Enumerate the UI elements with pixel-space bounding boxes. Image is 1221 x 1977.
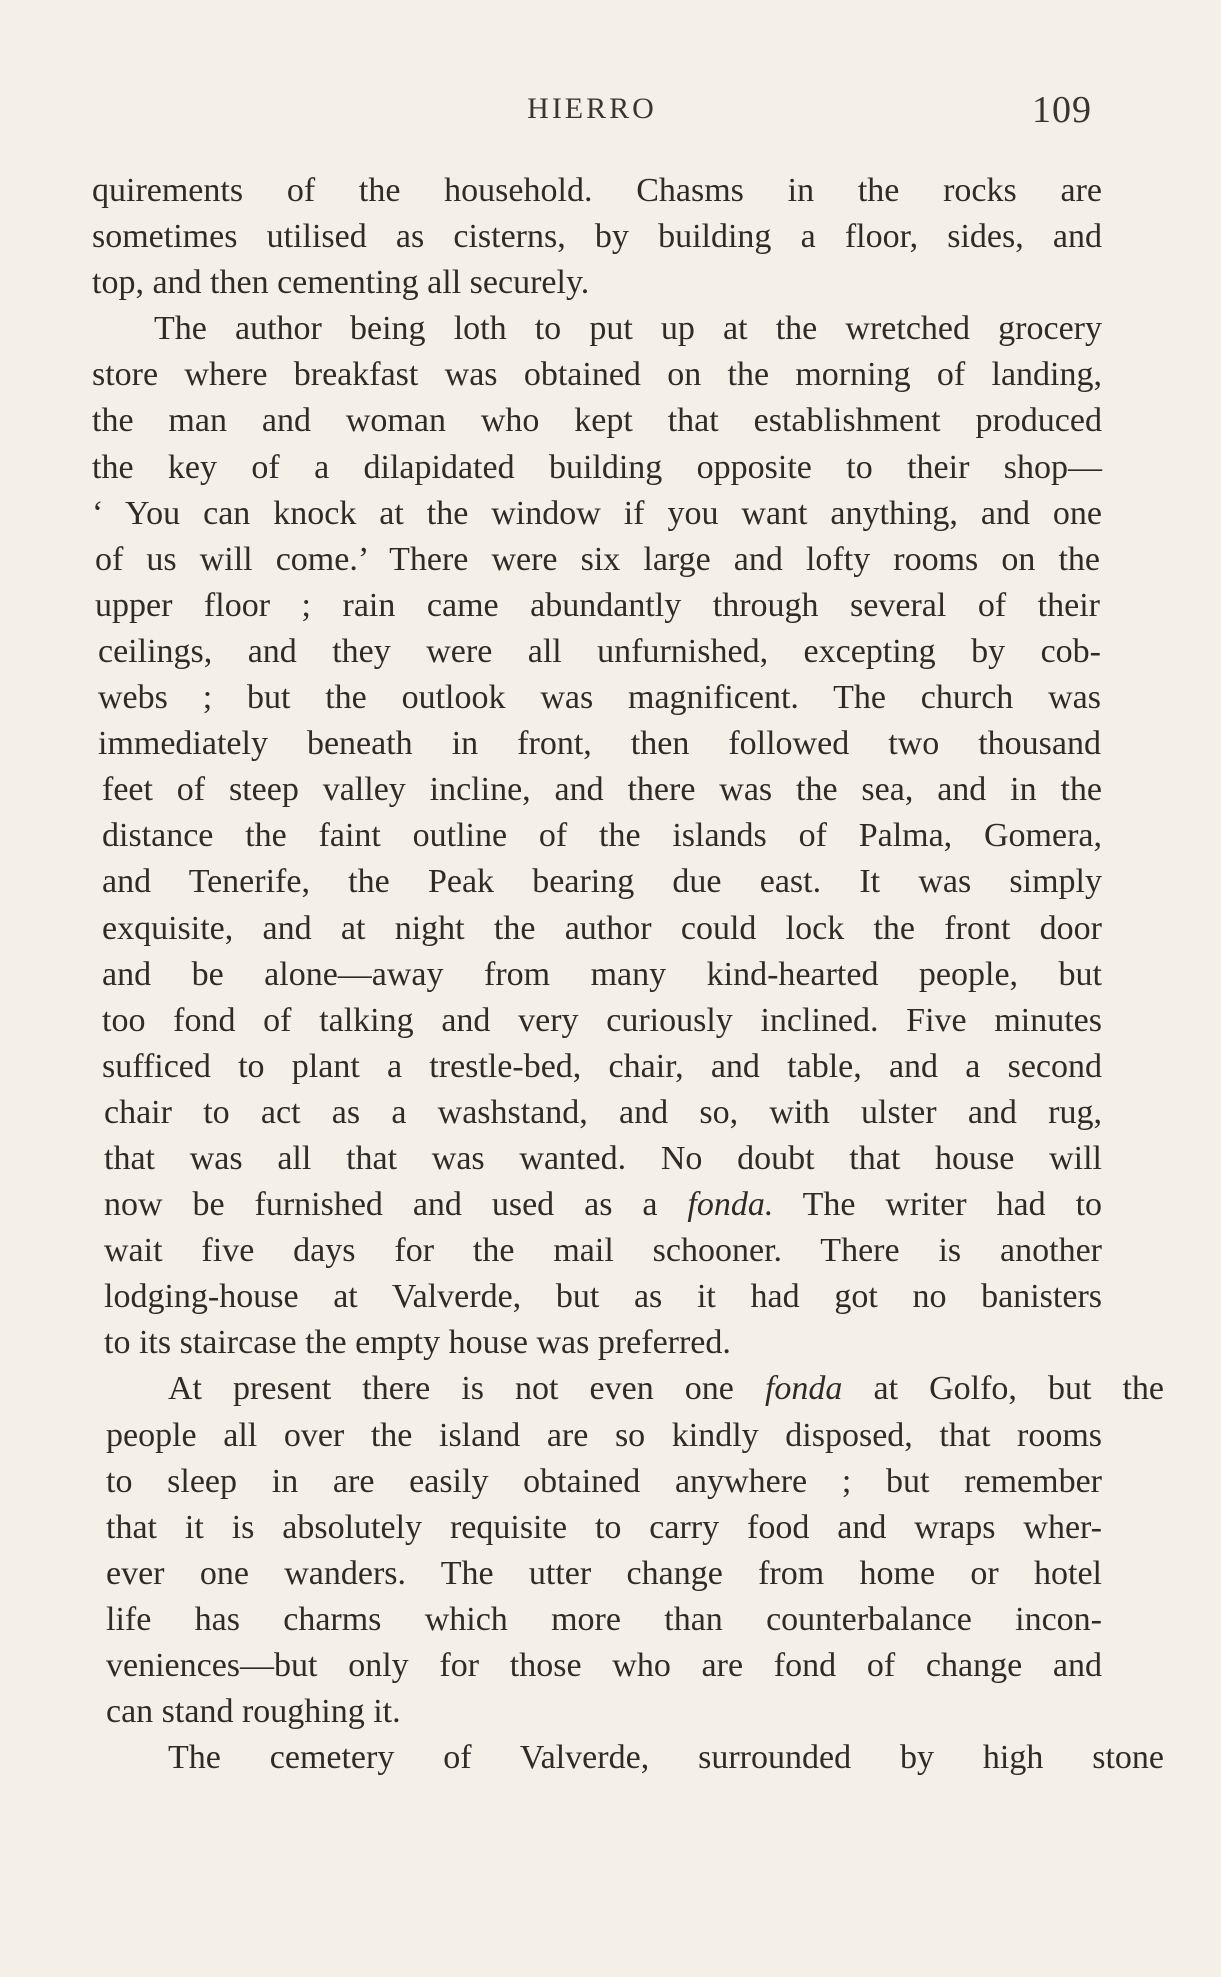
running-title: HIERRO: [527, 92, 657, 125]
running-head: [92, 89, 1092, 140]
text-line: chair to act as a washstand, and so, with ulster and rug,: [104, 1093, 1102, 1131]
text-line: too fond of talking and very curiously inclined. Five minutes: [102, 1001, 1102, 1039]
text-line: ceilings, and they were all unfurnished, excepting by cob-: [98, 632, 1101, 670]
italic-word-fonda: fonda.: [687, 1186, 774, 1224]
text-line: webs ; but the outlook was magnificent. The church was: [98, 679, 1101, 717]
text-line: feet of steep valley incline, and there was the sea, and in the: [102, 771, 1102, 809]
text-line: exquisite, and at night the author could lock the front door: [102, 909, 1102, 947]
text-fragment: The writer had to: [802, 1186, 1103, 1224]
text-line: that was all that was wanted. No doubt that house will: [104, 1139, 1102, 1177]
text-line: veniences—but only for those who are fond of change and: [106, 1647, 1102, 1684]
text-fragment: at Golfo, but the: [873, 1370, 1165, 1408]
text-line: and be alone—away from many kind-hearted people, but: [102, 955, 1102, 993]
text-line: quirements of the household. Chasms in the rocks are: [92, 172, 1102, 209]
text-line: ever one wanders. The utter change from home or hotel: [106, 1554, 1102, 1592]
text-line: sometimes utilised as cisterns, by building a floor, sides, and: [92, 218, 1102, 256]
page-number: 109: [1032, 89, 1092, 131]
text-line: immediately beneath in front, then followed two thousand: [98, 725, 1101, 763]
text-line: lodging-house at Valverde, but as it had got no banisters: [104, 1278, 1102, 1316]
text-line: store where breakfast was obtained on the morning of landing,: [92, 356, 1102, 394]
text-line: [106, 1366, 1164, 1412]
text-line: can stand roughing it.: [106, 1693, 401, 1731]
text-line: upper floor ; rain came abundantly through several of their: [95, 586, 1100, 624]
text-line: distance the faint outline of the islands of Palma, Gomera,: [102, 817, 1102, 855]
text-line: and Tenerife, the Peak bearing due east. It was simply: [102, 863, 1102, 901]
text-line: people all over the island are so kindly disposed, that rooms: [106, 1416, 1102, 1454]
text-line: life has charms which more than counterbalance incon-: [106, 1600, 1102, 1638]
text-line: ‘ You can knock at the window if you want anything, and one: [92, 494, 1102, 532]
body-text: [92, 168, 1165, 1781]
text-line: The cemetery of Valverde, surrounded by high stone: [168, 1739, 1164, 1777]
text-line: of us will come.’ There were six large and lofty rooms on the: [95, 540, 1100, 578]
text-line: wait five days for the mail schooner. There is another: [104, 1232, 1102, 1270]
text-line: that it is absolutely requisite to carry food and wraps wher-: [106, 1508, 1102, 1546]
text-line: to its staircase the empty house was preferred.: [104, 1324, 731, 1362]
text-line: sufficed to plant a trestle-bed, chair, and table, and a second: [102, 1047, 1102, 1085]
text-line: the man and woman who kept that establishment produced: [92, 402, 1102, 440]
text-line: The author being loth to put up at the wretched grocery: [154, 310, 1102, 348]
text-line: to sleep in are easily obtained anywhere ; but remember: [106, 1462, 1102, 1500]
italic-word-fonda: fonda: [764, 1370, 843, 1408]
text-line: the key of a dilapidated building opposite to their shop—: [92, 448, 1102, 486]
text-line: top, and then cementing all securely.: [92, 264, 590, 302]
text-fragment: At present there is not even one: [168, 1370, 734, 1408]
text-fragment: now be furnished and used as a: [104, 1186, 658, 1224]
text-line: [104, 1182, 1102, 1228]
